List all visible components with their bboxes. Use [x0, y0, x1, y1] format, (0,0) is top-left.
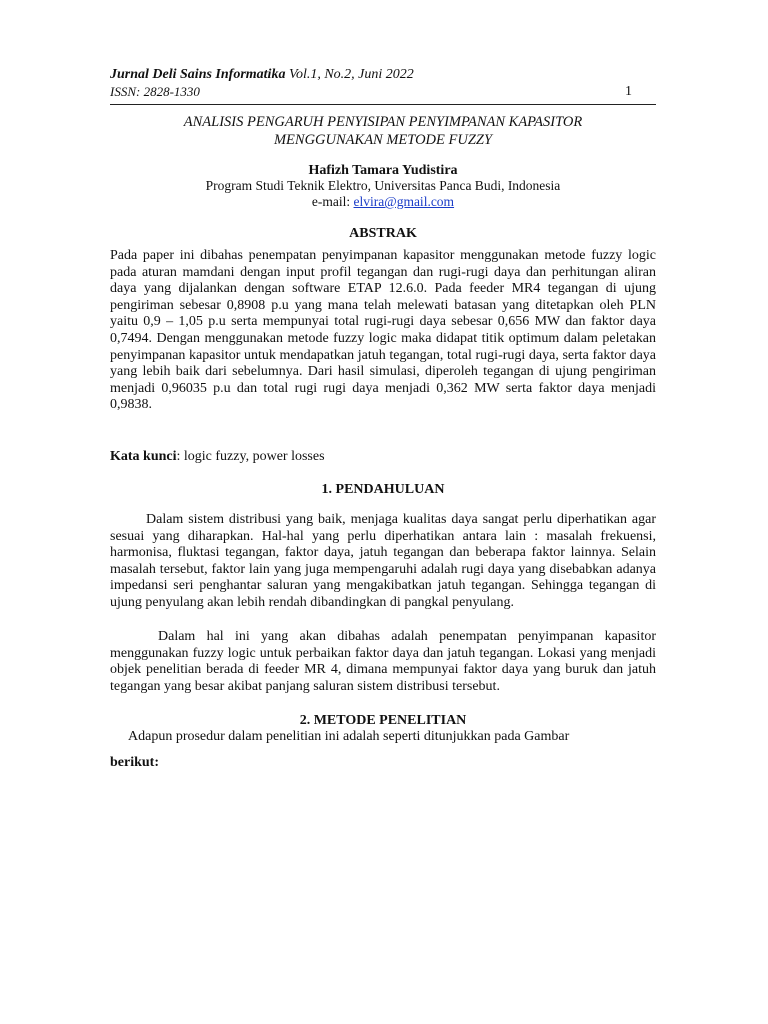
issn-line: [110, 84, 656, 100]
email-label: e-mail:: [311, 194, 354, 209]
title-line-2: MENGGUNAKAN METODE FUZZY: [273, 132, 493, 148]
keywords-label: Kata kunci: [110, 449, 177, 464]
abstract-text: Pada paper ini dibahas penempatan penyimpanan kapasitor menggunakan metode fuzzy logic pada aturan mamdani dengan input profil tegangan dan rugi-rugi daya dan perhitungan aliran daya yang dijalankan dengan software ETAP 12.6.0. Pada feeder MR4 tegangan di ujung pengiriman sebesar 0,8908 p.u yang mana telah melewati batasan yang ditetapkan oleh PLN yaitu 0,9 – 1,05 p.u serta mempunyai total rugi-rugi daya sebesar 0,656 MW dan faktor daya 0,7494. Dengan menggunakan metode fuzzy logic maka didapat titik optimum dalam peletakan penyimpanan kapasitor untuk mendapatkan jatuh tegangan, total rugi-rugi daya, serta faktor daya yang lebih baik dari sebelumnya. Dari hasil simulasi, diperoleh tegangan di ujung pengiriman menjadi 0,96035 p.u dan total rugi rugi daya menjadi 0,362 MW serta faktor daya menjadi 0,9838.: [110, 248, 656, 413]
journal-name: Jurnal Deli Sains Informatika: [110, 67, 286, 82]
journal-details: Vol.1, No.2, Juni 2022: [288, 67, 414, 82]
journal-citation: [110, 66, 656, 84]
page-number: 1: [625, 84, 632, 99]
abstract-heading: ABSTRAK: [349, 226, 417, 241]
section-1-paragraph-1: Dalam sistem distribusi yang baik, menjaga kualitas daya sangat perlu diperhatikan agar sesuai yang diharapkan. Hal-hal yang perlu diperhatikan antara lain : masalah frekuensi, harmonisa, fluktasi tegangan, faktor daya, jatuh tegangan dan beberapa faktor lainnya. Selain masalah tersebut, faktor lain yang juga mempengaruhi adalah rugi daya yang disebabkan adanya impedansi seri penghantar saluran yang mengakibatkan jatuh tegangan. Sehingga tegangan di ujung penyulang akan lebih rendah dibandingkan di pangkal penyulang.: [110, 512, 656, 610]
title-line-1: ANALISIS PENGARUH PENYISIPAN PENYIMPANAN KAPASITOR: [183, 114, 583, 130]
keywords: [110, 449, 656, 466]
email-link[interactable]: elvira@gmail.com: [353, 194, 455, 209]
author-affiliation: Program Studi Teknik Elektro, Universitas Panca Budi, Indonesia: [205, 178, 561, 193]
issn: ISSN: 2828-1330: [110, 84, 200, 99]
author-name: Hafizh Tamara Yudistira: [308, 163, 458, 178]
section-2-paragraph-1: Adapun prosedur dalam penelitian ini adalah seperti ditunjukkan pada Gambar: [128, 729, 570, 744]
keywords-list: : logic fuzzy, power losses: [176, 449, 325, 464]
paper-title: [110, 113, 656, 149]
section-2-heading: 2. METODE PENELITIAN: [299, 713, 467, 728]
section-1-heading: 1. PENDAHULUAN: [321, 482, 445, 497]
section-2-paragraph-2: berikut:: [110, 755, 159, 770]
section-1-paragraph-2: Dalam hal ini yang akan dibahas adalah penempatan penyimpanan kapasitor menggunakan fuzzy logic untuk perbaikan faktor daya dan jatuh tegangan. Lokasi yang menjadi objek penelitian berada di feeder MR 4, dimana mempunyai faktor daya yang buruk dan jatuh tegangan yang besar akibat panjang saluran sistem distribusi tersebut.: [110, 629, 656, 694]
journal-header: [110, 66, 656, 100]
header-rule: [110, 104, 656, 105]
author-email: [110, 194, 656, 210]
